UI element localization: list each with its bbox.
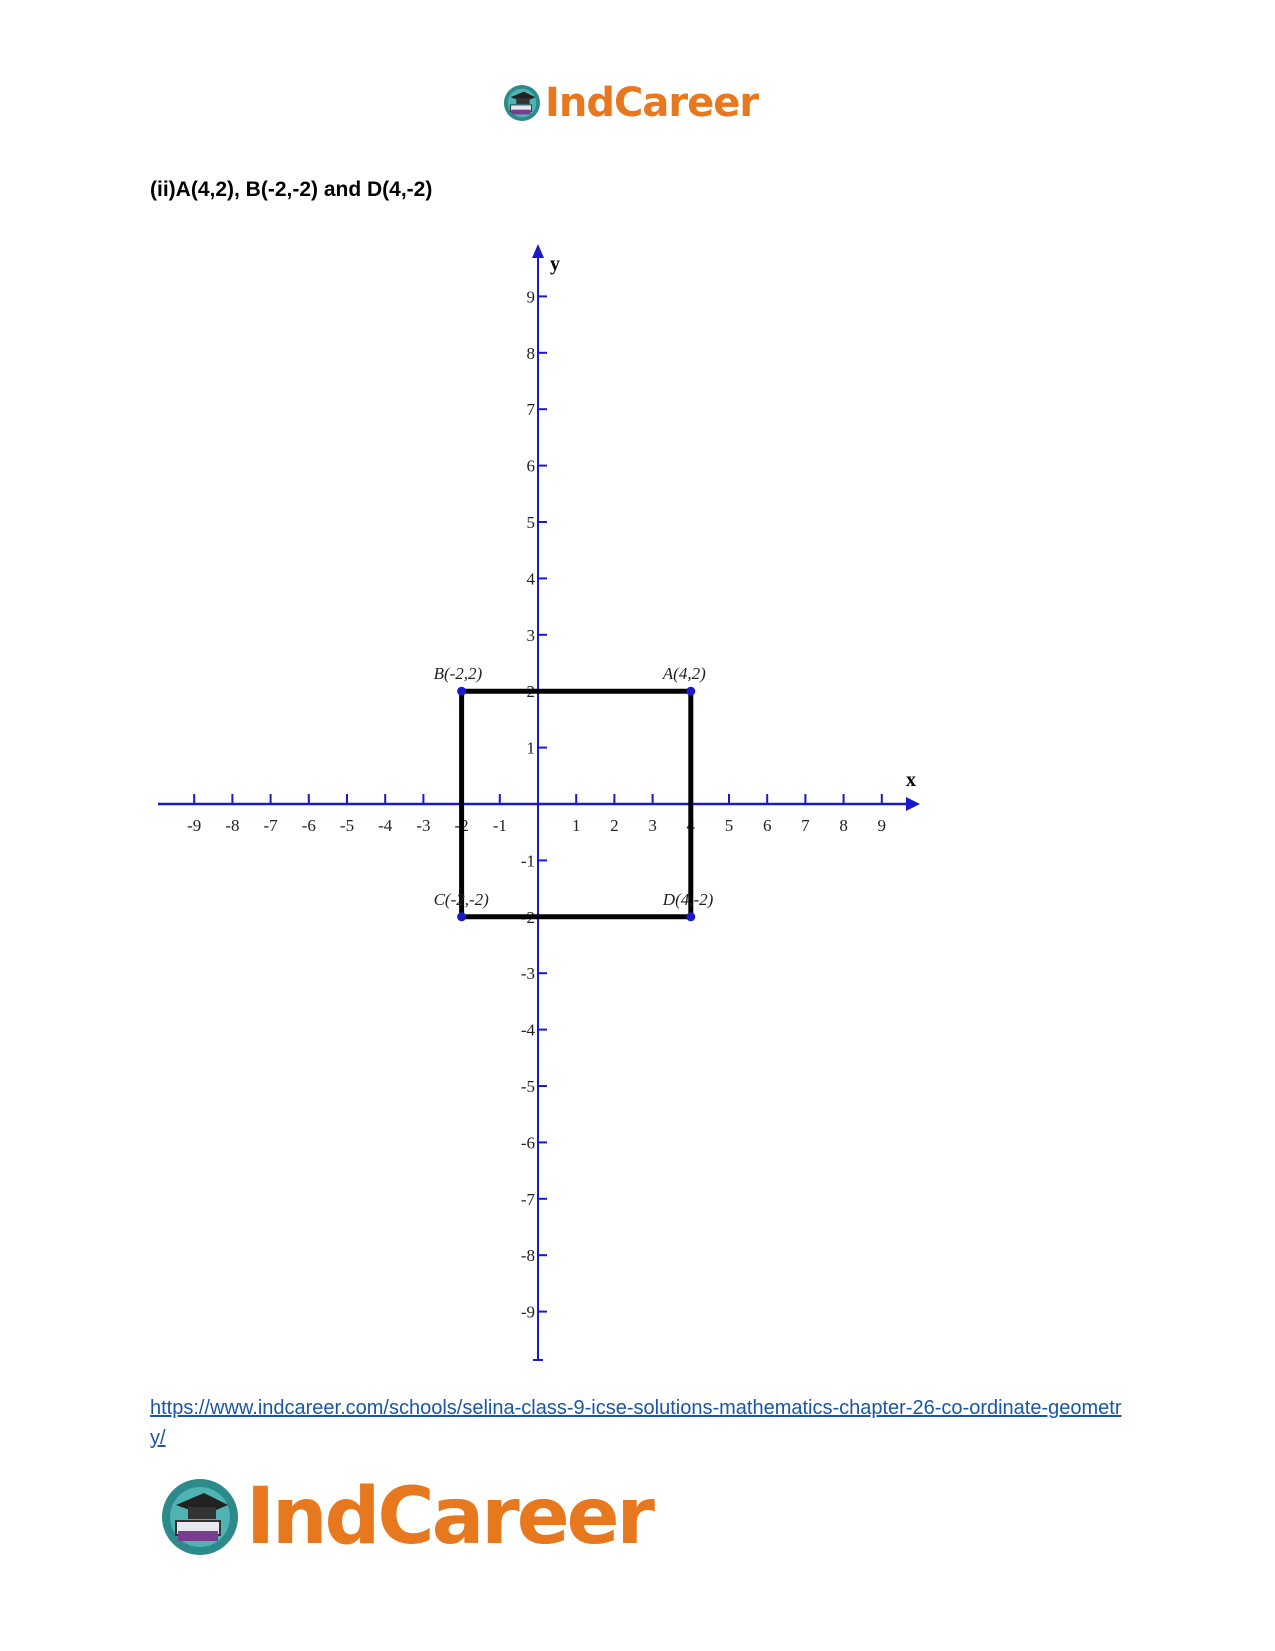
point-label-c: C(-2,-2) <box>433 889 489 909</box>
x-tick-label: -8 <box>225 816 240 835</box>
x-tick-label: -4 <box>378 816 393 835</box>
x-tick-label: 2 <box>610 816 619 835</box>
y-axis-arrow <box>532 244 544 258</box>
problem-heading: (ii)A(4,2), B(-2,-2) and D(4,-2) <box>150 178 433 201</box>
x-tick-label: 8 <box>839 816 848 835</box>
x-tick-label: -7 <box>263 816 278 835</box>
y-tick-label: 2 <box>526 682 535 702</box>
x-tick-label: -2 <box>454 816 469 835</box>
graduation-cap-book-icon <box>160 1477 240 1557</box>
point-label-a: A(4,2) <box>662 664 706 684</box>
point-b <box>457 687 466 696</box>
x-tick-label: -1 <box>492 816 507 835</box>
x-tick-label: 9 <box>877 816 887 835</box>
y-tick-label: 8 <box>526 343 535 363</box>
brand-name: IndCareer <box>545 80 759 126</box>
source-link[interactable]: https://www.indcareer.com/schools/selina-class-9-icse-solutions-mathematics-chapter-26-co-ordinate-geometry/ <box>150 1397 1122 1449</box>
y-tick-label: -7 <box>520 1189 535 1209</box>
x-tick-label: 5 <box>724 816 734 835</box>
y-tick-label: -5 <box>520 1077 535 1096</box>
point-d <box>686 912 695 921</box>
x-tick-label: 6 <box>762 816 772 835</box>
x-tick-label: 7 <box>801 816 810 835</box>
x-tick-label: -9 <box>187 816 202 835</box>
y-tick-label: -6 <box>520 1133 535 1153</box>
x-tick-label: 3 <box>648 816 657 835</box>
footer-logo <box>160 1472 652 1562</box>
y-tick-label: 9 <box>526 287 535 307</box>
y-tick-label: -4 <box>520 1020 535 1040</box>
y-tick-label: -8 <box>520 1246 535 1266</box>
x-tick-label: -6 <box>301 816 316 835</box>
y-tick-label: -3 <box>520 964 535 984</box>
y-tick-label: 4 <box>526 569 535 589</box>
x-axis-label: x <box>906 769 916 791</box>
point-label-d: D(4,-2) <box>662 889 714 909</box>
y-tick-label: 1 <box>526 738 535 758</box>
y-axis-label: y <box>550 253 560 275</box>
x-axis-arrow <box>906 797 920 811</box>
y-tick-label: -9 <box>520 1302 535 1322</box>
x-tick-label: 1 <box>571 816 581 835</box>
point-c <box>457 912 466 921</box>
point-label-b: B(-2,2) <box>433 664 483 684</box>
y-tick-label: 7 <box>526 400 535 420</box>
x-tick-label: -3 <box>416 816 431 835</box>
point-a <box>686 687 695 696</box>
brand-name: IndCareer <box>246 1472 652 1562</box>
x-tick-label: -5 <box>339 816 355 835</box>
y-tick-label: 6 <box>526 456 535 476</box>
y-tick-label: -2 <box>520 907 535 927</box>
x-tick-label: 4 <box>686 816 696 835</box>
y-tick-label: -1 <box>520 851 535 871</box>
y-tick-label: 5 <box>526 513 535 532</box>
y-tick-label: 3 <box>526 625 535 645</box>
